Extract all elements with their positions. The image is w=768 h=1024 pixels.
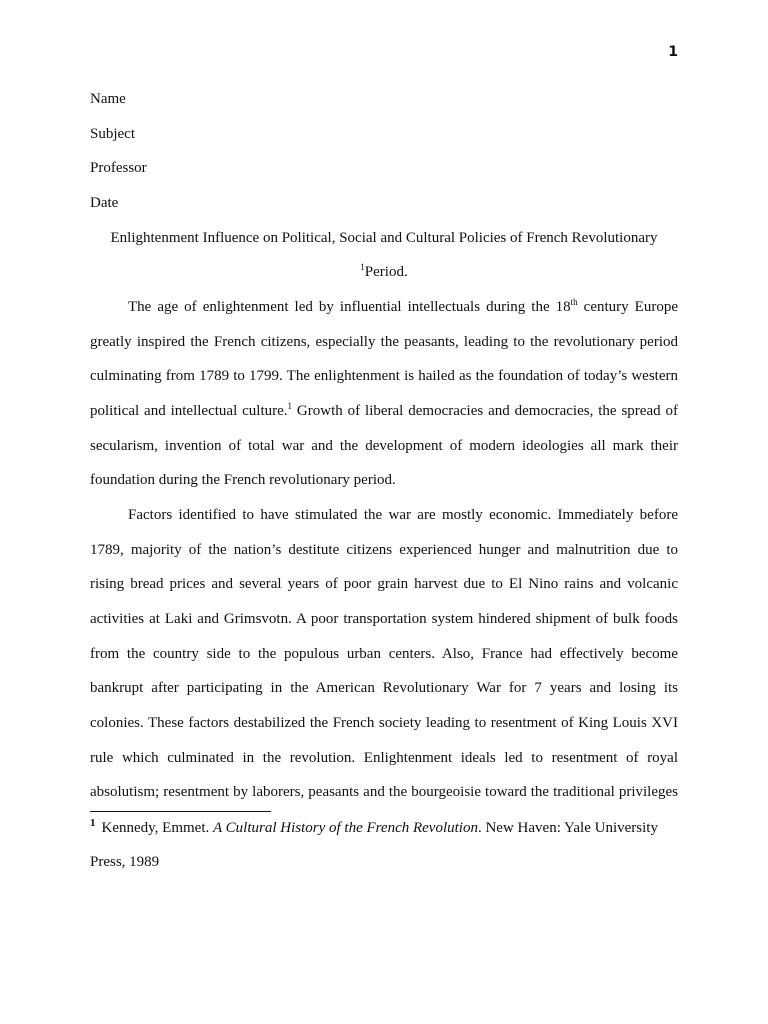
paragraph-2-line-2: 1789, majority of the nation’s destitute citizens experienced hunger and malnutrition due to (90, 542, 678, 558)
p1-l1-superscript: th (570, 297, 578, 307)
title-footnote-ref: 1 (360, 262, 365, 272)
footnote-book-title: A Cultural History of the French Revolution (213, 820, 478, 836)
paragraph-2-line-5: from the country side to the populous urban centers. Also, France had effectively become (90, 646, 678, 662)
p1-l4-text-b: Growth of liberal democracies and democracies, the spread of (292, 403, 678, 419)
footnote-publisher: . New Haven: Yale University (477, 820, 658, 836)
header-date: Date (90, 195, 119, 211)
paragraph-1-line-5: secularism, invention of total war and the development of modern ideologies all mark their (90, 438, 678, 454)
paragraph-2-line-6: bankrupt after participating in the American Revolutionary War for 7 years and losing its (90, 680, 678, 696)
p1-l4-text-a: political and intellectual culture. (90, 403, 288, 419)
paragraph-2-line-8: rule which culminated in the revolution. Enlightenment ideals led to resentment of royal (90, 750, 678, 766)
footnote-mark: 1 (90, 817, 96, 829)
paragraph-2-line-7: colonies. These factors destabilized the French society leading to resentment of King Louis XVI (90, 715, 678, 731)
paragraph-1-line-2: greatly inspired the French citizens, especially the peasants, leading to the revolutionary period (90, 334, 678, 350)
paragraph-1-line-4 (90, 401, 678, 421)
title-line-2 (90, 262, 678, 282)
paragraph-1-line-6: foundation during the French revolutionary period. (90, 472, 396, 488)
paragraph-2-line-3: rising bread prices and several years of poor grain harvest due to El Nino rains and volcanic (90, 576, 678, 592)
page-number: 1 (668, 44, 678, 60)
header-subject: Subject (90, 126, 135, 142)
paragraph-1-line-3: culminating from 1789 to 1799. The enlightenment is hailed as the foundation of today’s western (90, 368, 678, 384)
p1-l1-text-b: century Europe (577, 299, 678, 315)
footnote-separator (90, 811, 271, 812)
header-name: Name (90, 91, 126, 107)
p1-l1-text-a: The age of enlightenment led by influential intellectuals during the 18 (128, 299, 571, 315)
title-line-1: Enlightenment Influence on Political, Social and Cultural Policies of French Revolutionary (110, 230, 658, 246)
paragraph-2-line-4: activities at Laki and Grimsvotn. A poor transportation system hindered shipment of bulk foods (90, 611, 678, 627)
title-line-2-text: Period. (364, 264, 408, 280)
p1-footnote-ref: 1 (287, 401, 293, 411)
header-professor: Professor (90, 160, 147, 176)
footnote-author: Kennedy, Emmet. (101, 820, 213, 836)
paragraph-2-line-1: Factors identified to have stimulated the war are mostly economic. Immediately before (128, 507, 678, 523)
footnote-line-1 (90, 818, 678, 838)
paragraph-2-line-9: absolutism; resentment by laborers, peasants and the bourgeoisie toward the traditional privileges (90, 784, 678, 800)
paragraph-1-line-1 (90, 297, 678, 317)
footnote-line-2: Press, 1989 (90, 854, 160, 870)
